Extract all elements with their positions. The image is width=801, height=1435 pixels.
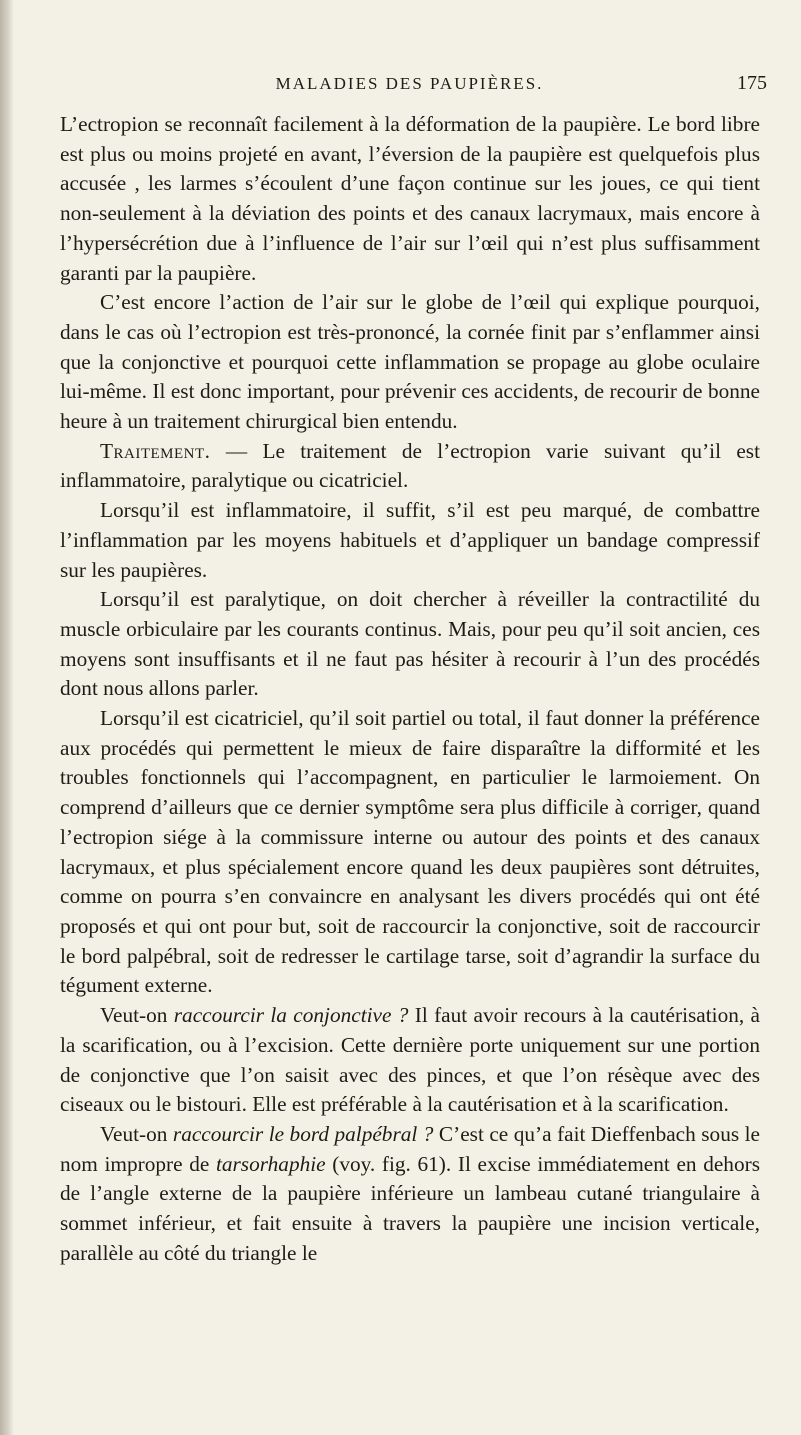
paragraph-text: Lorsqu’il est paralytique, on doit chercher à réveiller la contractilité du muscle orbiculaire par les courants continus. Mais, pour peu qu’il soit ancien, ces moyens sont insuffisants et il ne faut pas hésiter à recourir à l’un des procédés dont nous allons parler. — [60, 587, 760, 701]
italic-question: raccourcir la conjonctive ? — [173, 1003, 409, 1028]
paragraph-text: Lorsqu’il est inflammatoire, il suffit, s’il est peu marqué, de combattre l’inflammation par les moyens habituels et d’appliquer un bandage compressif sur les paupières. — [60, 498, 760, 582]
italic-question: raccourcir le bord palpébral ? — [172, 1121, 434, 1146]
running-title: MALADIES DES PAUPIÈRES. — [275, 74, 544, 93]
paragraph-pre: Veut-on — [100, 1121, 173, 1146]
paragraph-text: — Le traitement de l’ectropion varie suivant qu’il est inflammatoire, paralytique ou cicatriciel. — [60, 438, 760, 493]
italic-term: tarsorhaphie — [215, 1151, 326, 1176]
paragraph-inflammatoire — [60, 496, 760, 585]
section-lead: Traitement. — [100, 438, 211, 463]
paragraph-raccourcir-conjonctive — [60, 1001, 760, 1120]
paragraph-traitement — [60, 437, 760, 496]
paragraph-text: Il faut avoir recours à la cautérisation, à la scarification, ou à l’excision. Cette dernière porte uniquement sur une portion de conjonctive que l’on saisit avec des pinces, et que l’on résèque avec des ciseaux ou le bistouri. Elle est préférable à la cautérisation et à la scarification. — [60, 1003, 760, 1117]
page-header — [52, 74, 767, 98]
paragraph-cicatriciel — [60, 704, 760, 1001]
page-binding-edge — [0, 0, 14, 1435]
paragraph-air-action — [60, 288, 760, 437]
paragraph-paralytique — [60, 585, 760, 704]
paragraph-text: C’est encore l’action de l’air sur le globe de l’œil qui explique pourquoi, dans le cas où l’ectropion est très-prononcé, la cornée finit par s’enflammer ainsi que la conjonctive et pourquoi cette inflammation se propage au globe oculaire lui-même. Il est donc important, pour prévenir ces accidents, de recourir de bonne heure à un traitement chirurgical bien entendu. — [60, 290, 760, 434]
paragraph-pre: Veut-on — [100, 1003, 174, 1028]
body-text — [60, 110, 760, 1268]
paragraph-mid: C’est ce qu’a fait Dieffenbach sous le nom impropre de — [60, 1121, 760, 1176]
page-number: 175 — [737, 72, 767, 94]
paragraph-text: L’ectropion se reconnaît facilement à la déformation de la paupière. Le bord libre est plus ou moins projeté en avant, l’éversion de la paupière est quelquefois plus accusée , les larmes s’écoulent d’une façon continue sur les joues, ce qui tient non-seulement à la déviation des points et des canaux lacrymaux, mais encore à l’hypersécrétion due à l’influence de l’air sur l’œil qui n’est plus suffisamment garanti par la paupière. — [60, 112, 760, 285]
paragraph-text: Lorsqu’il est cicatriciel, qu’il soit partiel ou total, il faut donner la préférence aux procédés qui permettent le mieux de faire disparaître la difformité et les troubles fonctionnels qui l’accompagnent, en particulier le larmoiement. On comprend d’ailleurs que ce dernier symptôme sera plus difficile à corriger, quand l’ectropion siége à la commissure interne ou autour des points et des canaux lacrymaux, et plus spécialement encore quand les deux paupières sont détruites, comme on pourra s’en convaincre en analysant les divers procédés qui ont été proposés et qui ont pour but, soit de raccourcir la conjonctive, soit de raccourcir le bord palpébral, soit de redresser le cartilage tarse, soit d’agrandir la surface du tégument externe. — [60, 706, 760, 998]
paragraph-text: (voy. fig. 61). Il excise immédiatement en dehors de l’angle externe de la paupière inférieure un lambeau cutané triangulaire à sommet inférieur, et fait ensuite à travers la paupière une incision verticale, parallèle au côté du triangle le — [60, 1151, 760, 1265]
paragraph-raccourcir-bord — [60, 1120, 760, 1269]
paragraph-ectropion-signs — [60, 110, 760, 288]
